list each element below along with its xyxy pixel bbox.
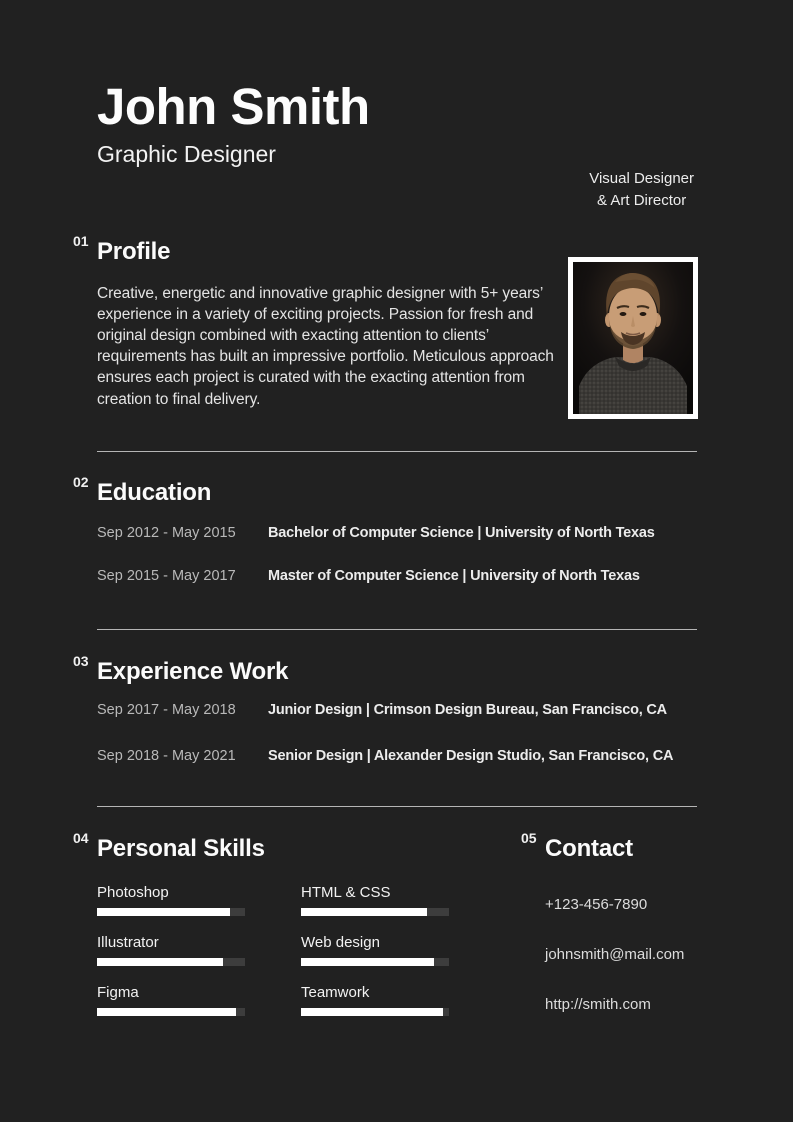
section-experience	[73, 652, 697, 765]
experience-rows	[97, 701, 697, 765]
contact-heading	[521, 830, 697, 863]
skill-label: HTML & CSS	[301, 884, 391, 902]
tagline-line-2: & Art Director	[597, 191, 687, 209]
contact-heading-label: Contact	[545, 835, 633, 863]
skill-item	[97, 934, 245, 966]
bottom-area	[73, 830, 697, 1016]
profile-heading-label: Profile	[97, 238, 171, 266]
skill-bar-fill	[97, 1008, 236, 1016]
experience-row	[97, 747, 697, 765]
profile-photo	[568, 257, 698, 419]
experience-row	[97, 701, 697, 719]
skill-bar-track	[301, 908, 449, 916]
experience-dates: Sep 2018 - May 2021	[97, 747, 236, 764]
contact-items	[545, 896, 697, 1013]
skill-bar-track	[97, 1008, 245, 1016]
experience-detail: Senior Design | Alexander Design Studio, San Francisco, CA	[268, 747, 674, 764]
page-title: John Smith	[97, 78, 370, 135]
skill-label: Web design	[301, 934, 380, 952]
tagline	[589, 168, 694, 212]
skill-item	[97, 884, 245, 916]
skill-bar-fill	[97, 958, 223, 966]
website-url[interactable]: http://smith.com	[545, 996, 651, 1014]
skills-grid	[97, 884, 449, 1016]
section-contact	[521, 830, 697, 1016]
skill-bar-track	[97, 958, 245, 966]
section-number-02: 02	[73, 473, 89, 490]
phone-number[interactable]: +123-456-7890	[545, 896, 648, 914]
experience-heading	[73, 652, 697, 686]
skill-bar-fill	[301, 908, 427, 916]
skill-item	[301, 984, 449, 1016]
education-dates: Sep 2015 - May 2017	[97, 567, 236, 584]
divider	[97, 451, 697, 452]
portrait-photo-illustration	[573, 262, 693, 414]
tagline-line-1: Visual Designer	[589, 170, 694, 187]
header	[0, 0, 793, 168]
section-number-03: 03	[73, 652, 89, 669]
skill-bar-fill	[97, 908, 230, 916]
profile-heading	[73, 233, 697, 266]
section-personal-skills	[73, 830, 449, 1016]
skill-label: Photoshop	[97, 884, 169, 902]
education-rows	[97, 524, 697, 585]
skill-bar-track	[301, 958, 449, 966]
education-row	[97, 567, 697, 585]
divider	[97, 629, 697, 630]
skill-item	[301, 934, 449, 966]
profile-paragraph: Creative, energetic and innovative graphic designer with 5+ years’ experience in a variety of exciting projects. Passion for fresh and original design combined with exacting attention to clients’ requirements has built an impressive portfolio. Meticulous approach ensures each project is curated with the exacting attention from creation to final delivery.	[97, 285, 554, 408]
skills-heading	[73, 830, 449, 863]
section-number-04: 04	[73, 830, 89, 847]
experience-detail: Junior Design | Crimson Design Bureau, San Francisco, CA	[268, 701, 667, 718]
education-detail: Bachelor of Computer Science | University of North Texas	[268, 524, 655, 541]
skill-item	[97, 984, 245, 1016]
education-heading	[73, 473, 697, 507]
skill-bar-track	[97, 908, 245, 916]
section-number-01: 01	[73, 233, 89, 250]
experience-heading-label: Experience Work	[97, 657, 289, 685]
skill-label: Figma	[97, 984, 139, 1002]
skill-label: Illustrator	[97, 934, 159, 952]
education-dates: Sep 2012 - May 2015	[97, 524, 236, 541]
skill-item	[301, 884, 449, 916]
skill-bar-fill	[301, 958, 434, 966]
divider	[97, 806, 697, 807]
education-detail: Master of Computer Science | University of North Texas	[268, 567, 640, 584]
email-address[interactable]: johnsmith@mail.com	[545, 946, 685, 964]
education-heading-label: Education	[97, 478, 212, 506]
skills-heading-label: Personal Skills	[97, 835, 265, 863]
experience-dates: Sep 2017 - May 2018	[97, 701, 236, 718]
job-title: Graphic Designer	[97, 141, 276, 168]
section-number-05: 05	[521, 830, 537, 847]
education-row	[97, 524, 697, 542]
skill-bar-track	[301, 1008, 449, 1016]
skill-bar-fill	[301, 1008, 443, 1016]
section-education	[73, 473, 697, 585]
skill-label: Teamwork	[301, 984, 370, 1002]
